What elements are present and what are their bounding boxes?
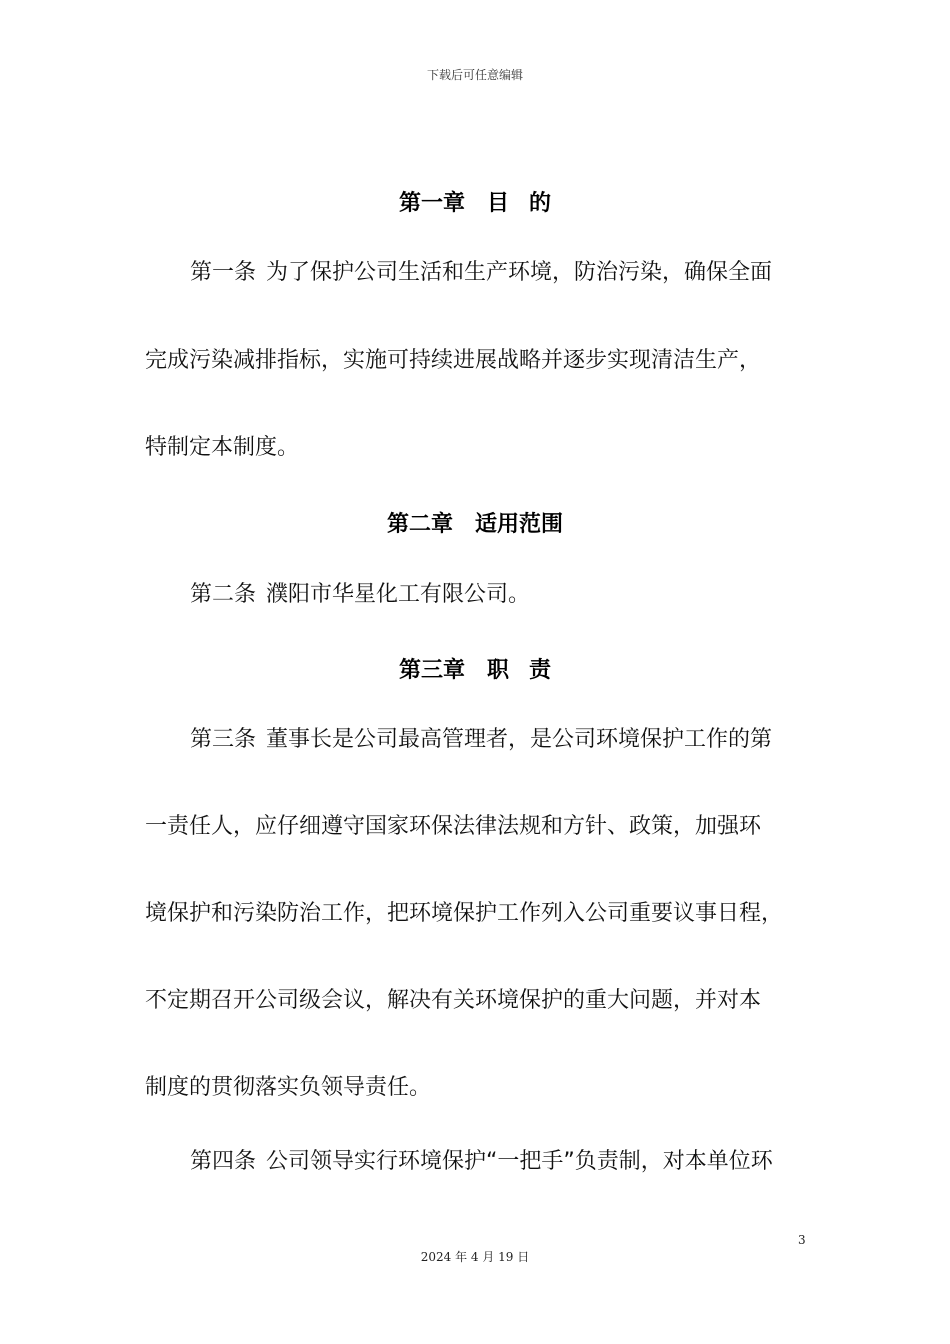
article-3-line-5: 制度的贯彻落实负领导责任。 [145,1075,432,1100]
article-4-text-1: 公司领导实行环境保护“一把手”负责制，对本单位环 [266,1149,773,1174]
chapter-1-heading [0,186,950,217]
article-4-line-1 [190,1147,773,1177]
article-1-line-2: 完成污染减排指标，实施可持续进展战略并逐步实现清洁生产， [145,348,762,373]
article-3-line-1 [190,725,772,755]
article-1-label: 第一条 [190,260,257,285]
chapter-3-heading [0,653,950,684]
article-2-line-1 [190,580,530,610]
article-3-line-2: 一责任人，应仔细遵守国家环保法律法规和方针、政策，加强环 [145,814,762,839]
footer-date: 2024 年 4 月 19 日 [420,1250,530,1264]
chapter-2-label: 第二章 [386,512,453,537]
chapter-2-heading [0,507,950,538]
chapter-1-title-char-1: 目 [486,191,509,216]
chapter-1-title-char-2: 的 [529,191,552,216]
article-1-text-1: 为了保护公司生活和生产环境，防治污染，确保全面 [266,260,773,285]
chapter-2-title: 适用范围 [475,512,564,537]
chapter-3-title-char-2: 责 [529,658,552,683]
header-note: 下载后可任意编辑 [426,68,523,82]
article-3-line-4: 不定期召开公司级会议，解决有关环境保护的重大问题，并对本 [145,988,762,1013]
article-2-label: 第二条 [190,582,257,607]
article-2-text-1: 濮阳市华星化工有限公司。 [266,582,531,607]
article-3-line-3: 境保护和污染防治工作，把环境保护工作列入公司重要议事日程， [145,901,784,926]
article-3-label: 第三条 [190,727,257,752]
article-4-label: 第四条 [190,1149,257,1174]
chapter-1-label: 第一章 [398,191,465,216]
article-1-line-3: 特制定本制度。 [145,435,300,460]
chapter-3-label: 第三章 [398,658,465,683]
chapter-3-title-char-1: 职 [486,658,509,683]
page-number: 3 [798,1233,806,1247]
article-1-line-1 [190,258,772,288]
article-3-text-1: 董事长是公司最高管理者，是公司环境保护工作的第 [266,727,773,752]
